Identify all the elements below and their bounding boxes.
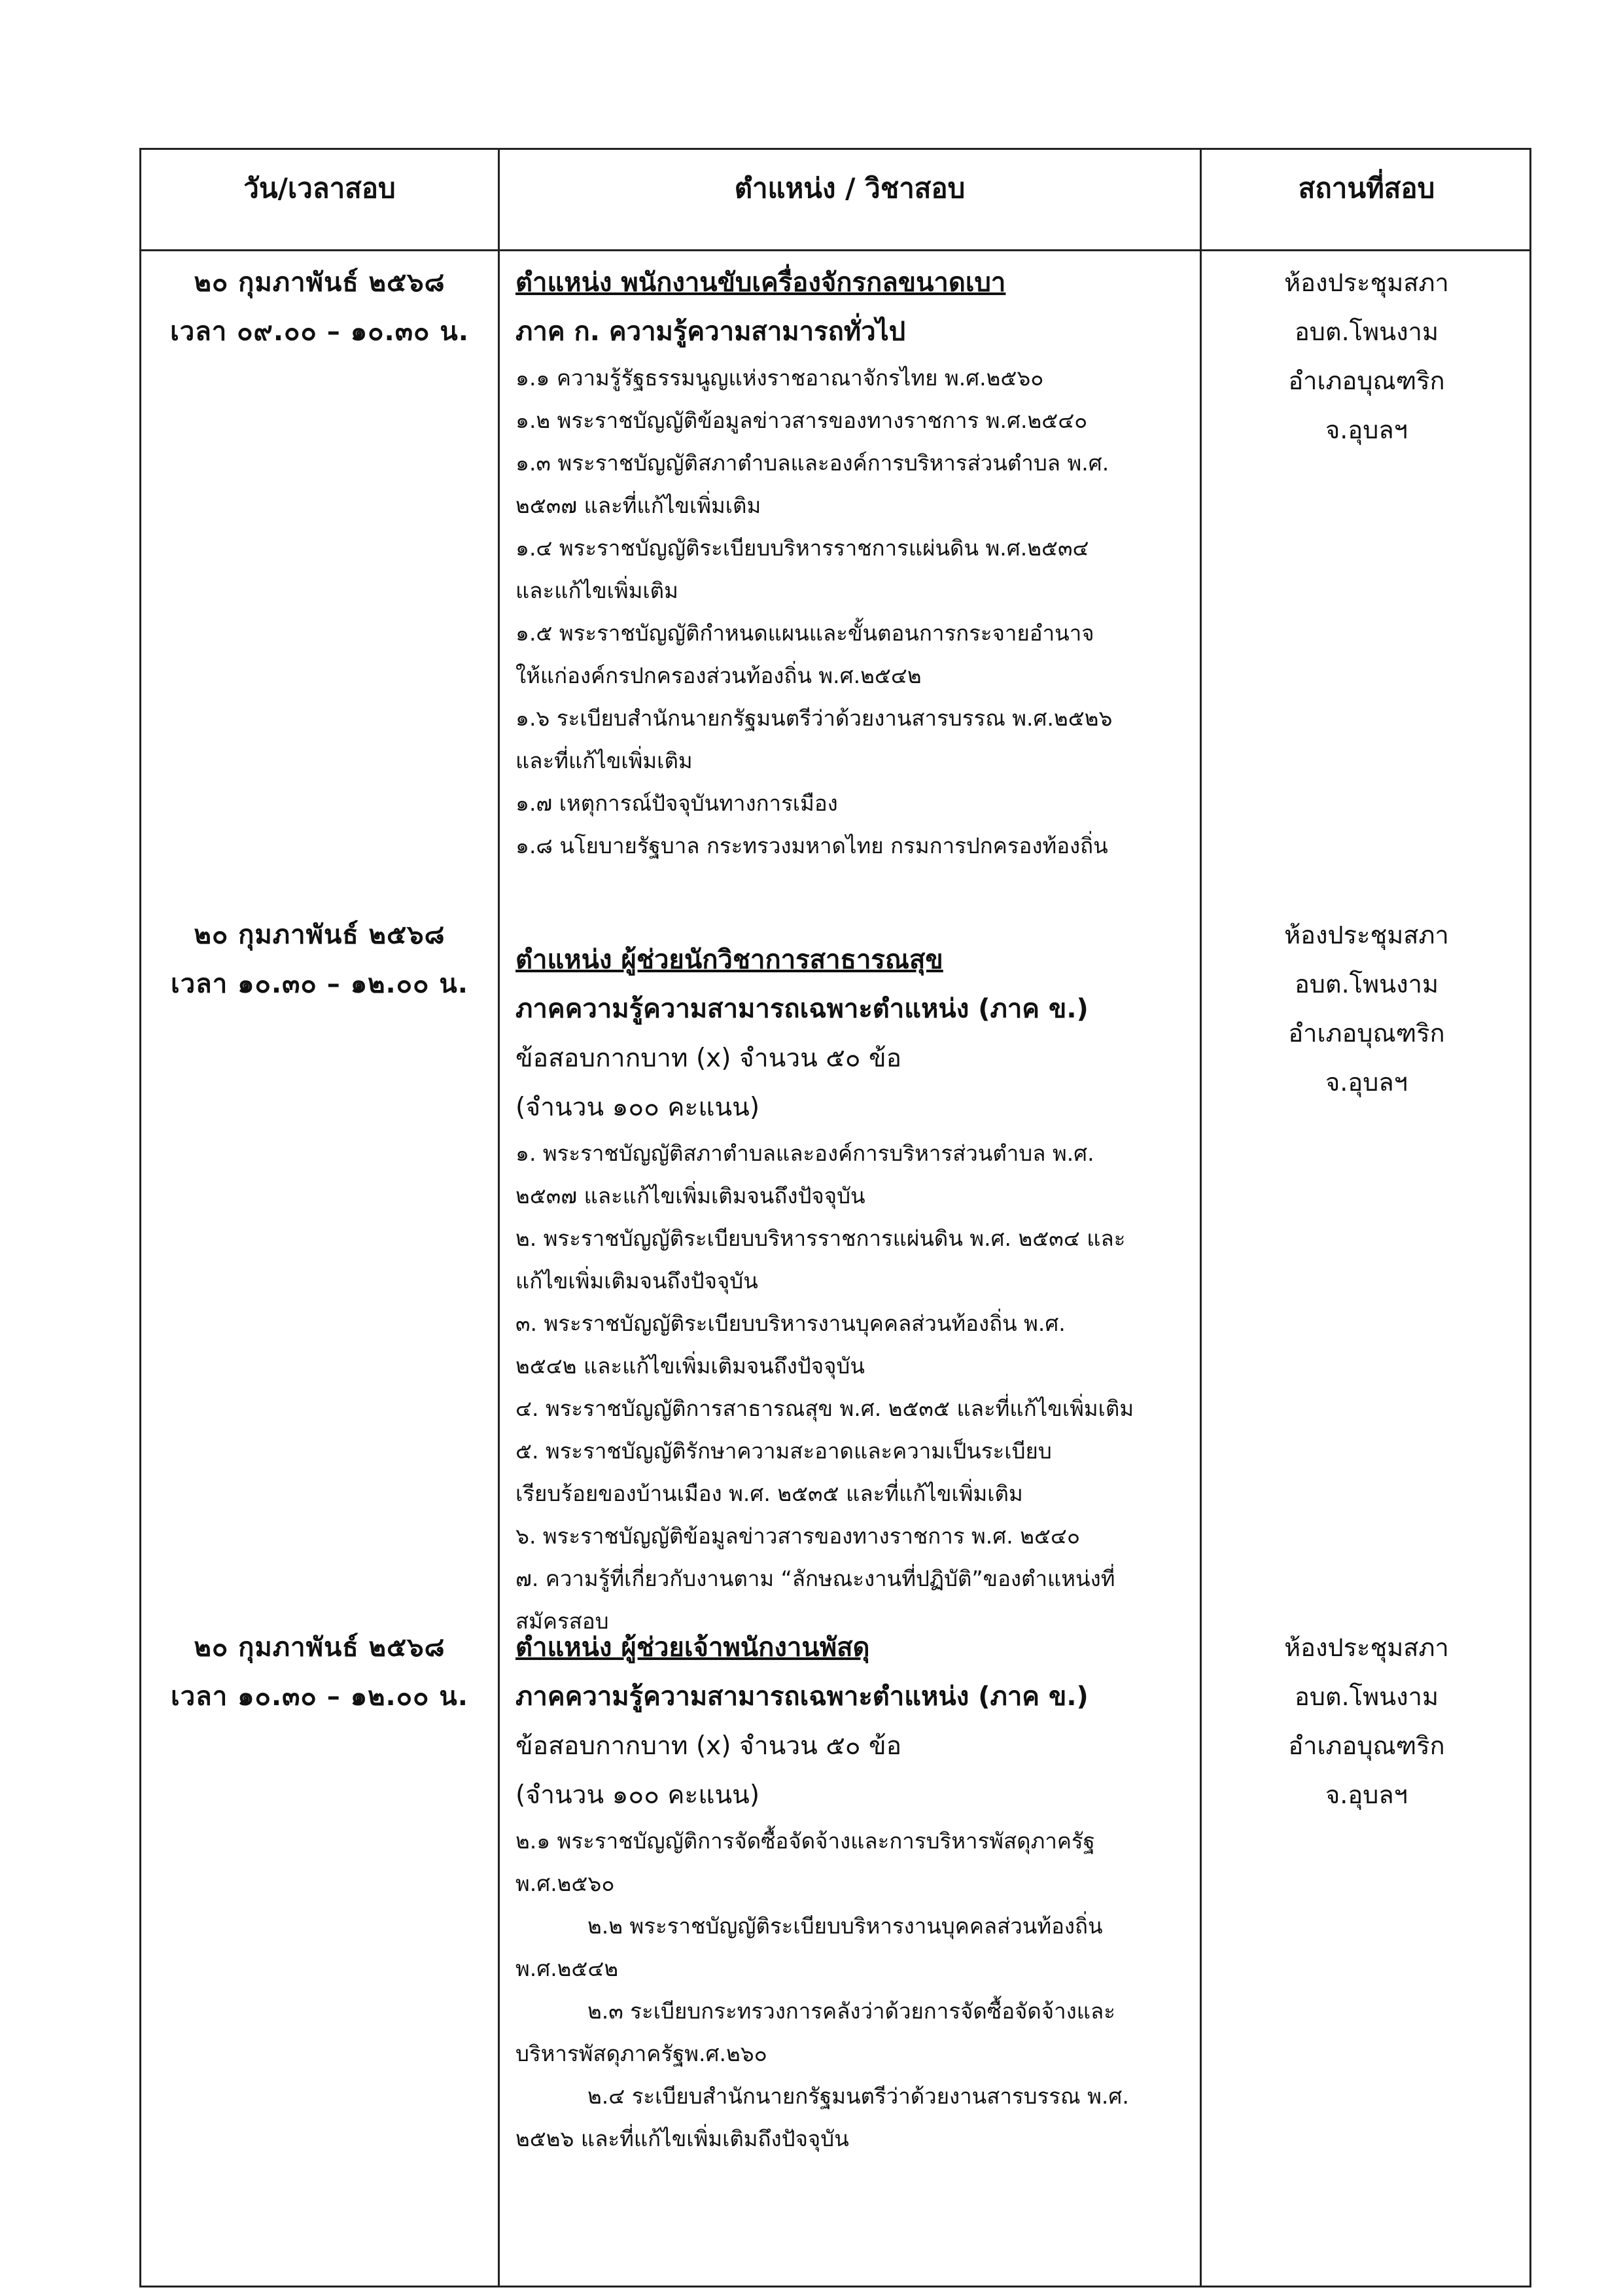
subject-item: ๑.๔ พระราชบัญญัติระเบียบบริหารราชการแผ่นดิน พ.ศ.๒๕๓๔: [515, 535, 1089, 561]
place-line: จ.อุบลฯ: [1325, 1780, 1408, 1809]
subject-item: ๑.๕ พระราชบัญญัติกำหนดแผนและขั้นตอนการกระจายอำนาจ: [515, 620, 1094, 646]
exam-time: เวลา ๐๙.๐๐ – ๑๐.๓๐ น.: [170, 317, 469, 347]
place-cell: [1200, 911, 1533, 1107]
date-cell: [141, 258, 498, 357]
subject-item: ๒.๔ ระเบียบสำนักนายกรัฐมนตรีว่าด้วยงานสารบรรณ พ.ศ.: [587, 2083, 1129, 2109]
subject-item: ๒.๓ ระเบียบกระทรวงการคลังว่าด้วยการจัดซื้อจัดจ้างและ: [587, 1998, 1115, 2024]
section-title: ภาคความรู้ความสามารถเฉพาะตำแหน่ง (ภาค ข.): [515, 994, 1089, 1024]
position-title: ตำแหน่ง พนักงานขับเครื่องจักรกลขนาดเบา: [515, 268, 1006, 298]
place-cell: [1200, 1623, 1533, 1820]
subject-item: ๑.๖ ระเบียบสำนักนายกรัฐมนตรีว่าด้วยงานสารบรรณ พ.ศ.๒๕๒๖: [515, 705, 1113, 731]
subject-item: แก้ไขเพิ่มเติมจนถึงปัจจุบัน: [515, 1268, 758, 1294]
subject-item: ๒.๑ พระราชบัญญัติการจัดซื้อจัดจ้างและการบริหารพัสดุภาครัฐ: [515, 1828, 1095, 1854]
exam-time: เวลา ๑๐.๓๐ – ๑๒.๐๐ น.: [171, 969, 468, 999]
subject-item: ๑.๓ พระราชบัญญัติสภาตำบลและองค์การบริหารส่วนตำบล พ.ศ.: [515, 450, 1109, 476]
exam-schedule-table: [139, 148, 1531, 2287]
place-line: อำเภอบุณฑริก: [1288, 1019, 1445, 1048]
place-line: อบต.โพนงาม: [1294, 317, 1439, 346]
header-subject: ตำแหน่ง / วิชาสอบ: [734, 172, 966, 204]
exam-time: เวลา ๑๐.๓๐ – ๑๒.๐๐ น.: [171, 1682, 468, 1712]
subject-item: สมัครสอบ: [515, 1608, 609, 1634]
place-line: อำเภอบุณฑริก: [1288, 1731, 1445, 1760]
position-title: ตำแหน่ง ผู้ช่วยเจ้าพนักงานพัสดุ: [515, 1633, 870, 1663]
subject-item: ๑.๒ พระราชบัญญัติข้อมูลข่าวสารของทางราชการ พ.ศ.๒๕๔๐: [515, 408, 1088, 433]
place-line: อำเภอบุณฑริก: [1288, 366, 1445, 395]
subject-item: บริหารพัสดุภาครัฐพ.ศ.๒๖๐: [515, 2041, 767, 2066]
header-date: วัน/เวลาสอบ: [243, 172, 396, 204]
position-title: ตำแหน่ง ผู้ช่วยนักวิชาการสาธารณสุข: [515, 945, 943, 975]
column-divider: [498, 150, 500, 2286]
subject-item: ๖. พระราชบัญญัติข้อมูลข่าวสารของทางราชการ พ.ศ. ๒๕๔๐: [515, 1523, 1081, 1549]
subject-item: และที่แก้ไขเพิ่มเติม: [515, 748, 693, 773]
exam-format: ข้อสอบกากบาท (x) จำนวน ๕๐ ข้อ: [515, 1731, 902, 1761]
subject-item: ให้แก่องค์กรปกครองส่วนท้องถิ่น พ.ศ.๒๕๔๒: [515, 663, 922, 688]
date-cell: [141, 1623, 498, 1722]
place-line: จ.อุบลฯ: [1325, 1068, 1408, 1097]
place-cell: [1200, 258, 1533, 455]
subject-item: ๑.๑ ความรู้รัฐธรรมนูญแห่งราชอาณาจักรไทย พ.ศ.๒๕๖๐: [515, 365, 1044, 391]
place-line: ห้องประชุมสภา: [1284, 1633, 1449, 1662]
subject-item: ๗. ความรู้ที่เกี่ยวกับงานตาม “ลักษณะงานที่ปฏิบัติ”ของตำแหน่งที่: [515, 1566, 1115, 1591]
exam-score: (จำนวน ๑๐๐ คะแนน): [515, 1780, 760, 1810]
subject-item: และแก้ไขเพิ่มเติม: [515, 578, 678, 603]
exam-date: ๒๐ กุมภาพันธ์ ๒๕๖๘: [194, 1633, 445, 1663]
exam-format: ข้อสอบกากบาท (x) จำนวน ๕๐ ข้อ: [515, 1044, 902, 1073]
subject-item: ๒๕๔๒ และแก้ไขเพิ่มเติมจนถึงปัจจุบัน: [515, 1353, 865, 1379]
header-place: สถานที่สอบ: [1298, 172, 1435, 204]
subject-item: พ.ศ.๒๕๔๒: [515, 1956, 619, 1981]
subject-item: ๒๕๒๖ และที่แก้ไขเพิ่มเติมถึงปัจจุบัน: [515, 2126, 849, 2151]
subject-item: ๒๕๓๗ และแก้ไขเพิ่มเติมจนถึงปัจจุบัน: [515, 1183, 865, 1209]
subject-item: ๒.๒ พระราชบัญญัติระเบียบบริหารงานบุคคลส่วนท้องถิ่น: [587, 1913, 1103, 1939]
place-line: ห้องประชุมสภา: [1284, 268, 1449, 297]
place-line: อบต.โพนงาม: [1294, 970, 1439, 998]
exam-date: ๒๐ กุมภาพันธ์ ๒๕๖๘: [194, 268, 445, 298]
subject-item: ๑.๗ เหตุการณ์ปัจจุบันทางการเมือง: [515, 790, 838, 816]
exam-score: (จำนวน ๑๐๐ คะแนน): [515, 1093, 760, 1122]
section-title: ภาคความรู้ความสามารถเฉพาะตำแหน่ง (ภาค ข.): [515, 1682, 1089, 1712]
subject-item: พ.ศ.๒๕๖๐: [515, 1871, 615, 1896]
subject-item: ๑. พระราชบัญญัติสภาตำบลและองค์การบริหารส่วนตำบล พ.ศ.: [515, 1140, 1094, 1166]
subject-item: เรียบร้อยของบ้านเมือง พ.ศ. ๒๕๓๕ และที่แก้ไขเพิ่มเติม: [515, 1481, 1023, 1506]
subject-item: ๒. พระราชบัญญัติระเบียบบริหารราชการแผ่นดิน พ.ศ. ๒๕๓๔ และ: [515, 1226, 1126, 1251]
subject-item: ๒๕๓๗ และที่แก้ไขเพิ่มเติม: [515, 493, 761, 518]
subject-item: ๕. พระราชบัญญัติรักษาความสะอาดและความเป็นระเบียบ: [515, 1438, 1052, 1464]
exam-date: ๒๐ กุมภาพันธ์ ๒๕๖๘: [194, 920, 445, 950]
section-title: ภาค ก. ความรู้ความสามารถทั่วไป: [515, 317, 906, 347]
header-divider: [141, 249, 1529, 251]
subject-item: ๔. พระราชบัญญัติการสาธารณสุข พ.ศ. ๒๕๓๕ และที่แก้ไขเพิ่มเติม: [515, 1396, 1134, 1421]
place-line: อบต.โพนงาม: [1294, 1682, 1439, 1711]
date-cell: [141, 911, 498, 1009]
place-line: ห้องประชุมสภา: [1284, 921, 1449, 949]
place-line: จ.อุบลฯ: [1325, 415, 1408, 444]
subject-item: ๓. พระราชบัญญัติระเบียบบริหารงานบุคคลส่วนท้องถิ่น พ.ศ.: [515, 1311, 1066, 1336]
subject-item: ๑.๘ นโยบายรัฐบาล กระทรวงมหาดไทย กรมการปกครองท้องถิ่น: [515, 833, 1108, 858]
